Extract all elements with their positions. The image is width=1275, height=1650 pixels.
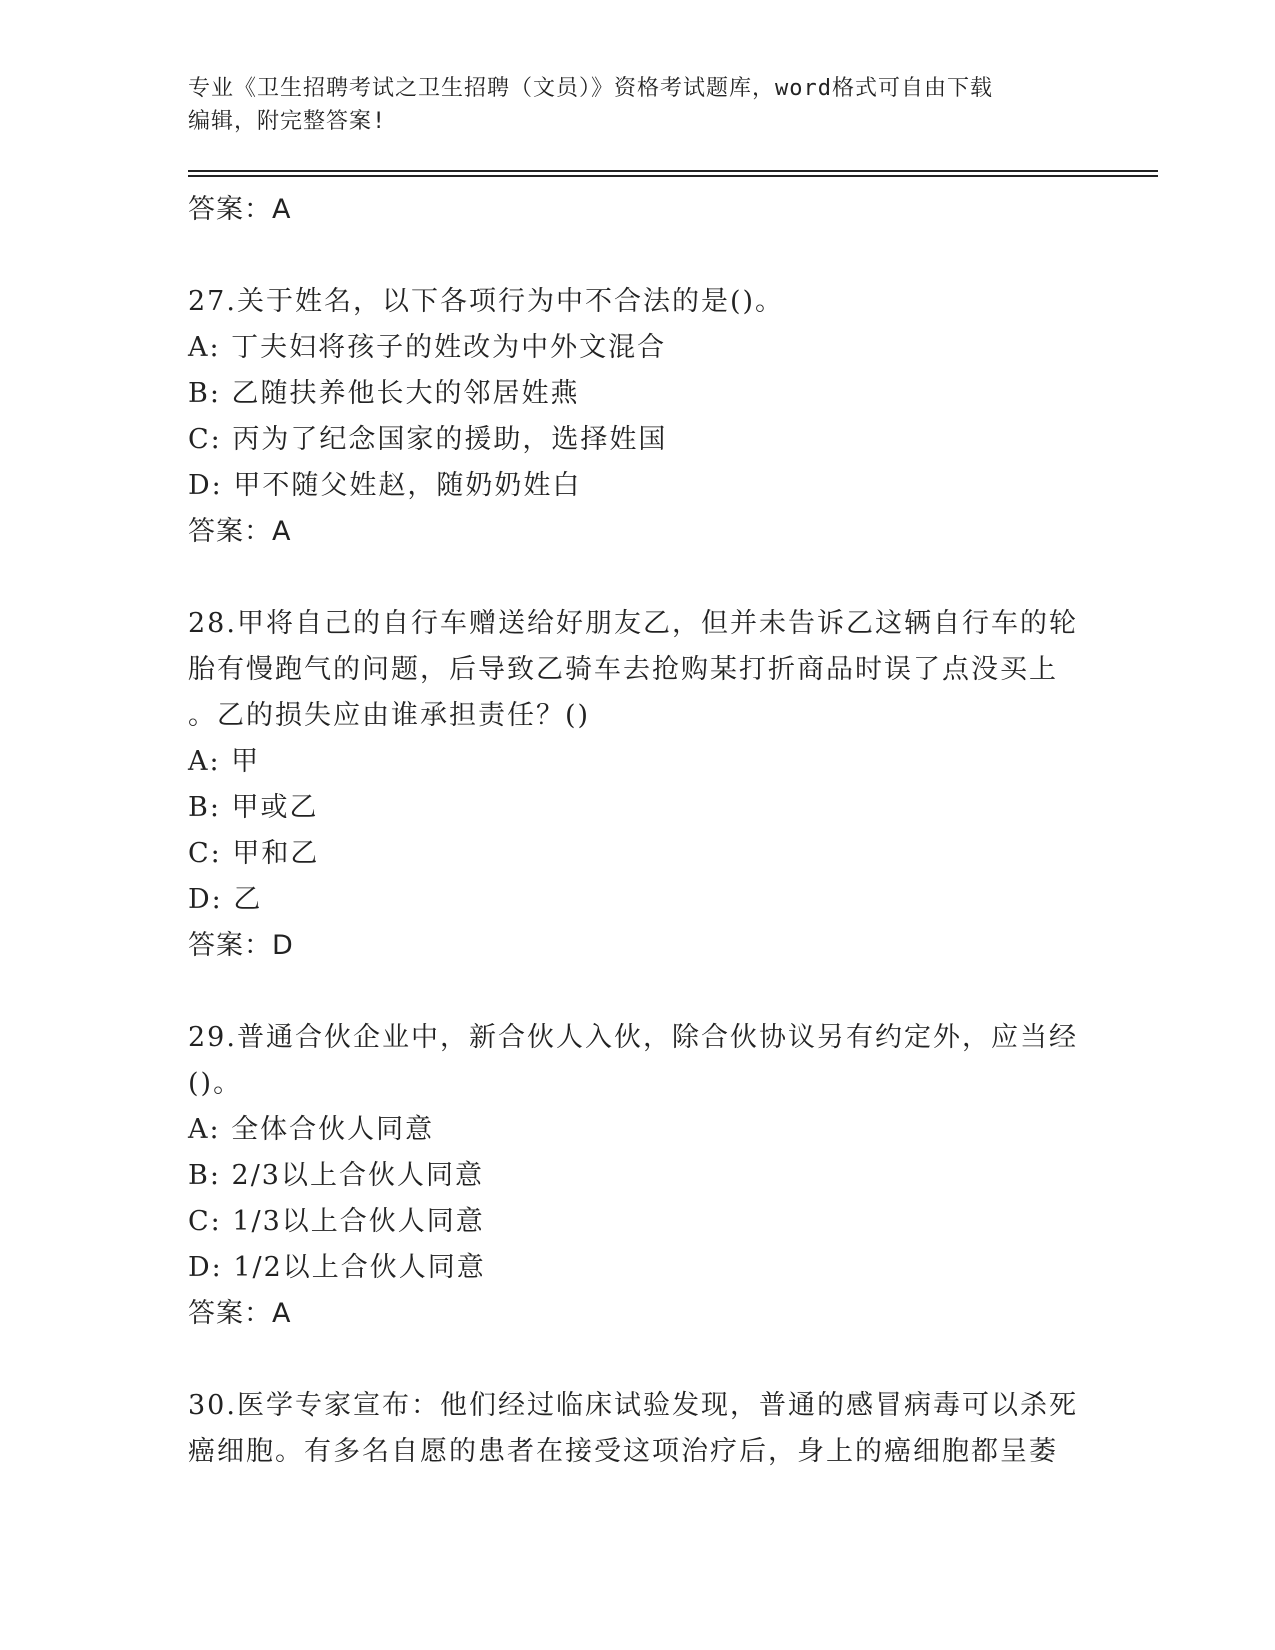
question-29 [188,1015,1088,1337]
option-a: A: 丁夫妇将孩子的姓改为中外文混合 [188,332,667,363]
question-text: 28.甲将自己的自行车赠送给好朋友乙，但并未告诉乙这辆自行车的轮 [188,608,1078,639]
option-c: C: 丙为了纪念国家的援助，选择姓国 [188,424,668,455]
question-text: 癌细胞。有多名自愿的患者在接受这项治疗后，身上的癌细胞都呈萎 [188,1436,1058,1467]
option-b: B: 2/3以上合伙人同意 [188,1160,484,1191]
option-b: B: 甲或乙 [188,792,319,823]
option-c: C: 1/3以上合伙人同意 [188,1206,485,1237]
answer-line: 答案：A [188,1298,292,1329]
question-28 [188,601,1088,969]
option-a: A: 甲 [188,746,261,777]
option-d: D: 甲不随父姓赵，随奶奶姓白 [188,470,582,501]
question-text: 27.关于姓名，以下各项行为中不合法的是()。 [188,286,785,317]
question-text: 29.普通合伙企业中，新合伙人入伙，除合伙协议另有约定外，应当经 [188,1022,1078,1053]
option-d: D: 1/2以上合伙人同意 [188,1252,486,1283]
question-text: 。乙的损失应由谁承担责任？() [188,700,591,731]
document-header [188,72,1078,138]
question-list [188,187,1088,1475]
option-d: D: 乙 [188,884,263,915]
question-27 [188,279,1088,555]
answer-line: 答案：A [188,516,292,547]
option-b: B: 乙随扶养他长大的邻居姓燕 [188,378,580,409]
option-c: C: 甲和乙 [188,838,320,869]
question-text: ()。 [188,1068,243,1099]
option-a: A: 全体合伙人同意 [188,1114,435,1145]
answer-line: 答案：D [188,930,294,961]
header-rule-bottom [188,175,1158,177]
question-30 [188,1383,1088,1475]
answer-line: 答案：A [188,194,292,225]
header-line-1: 专业《卫生招聘考试之卫生招聘（文员）》资格考试题库，word格式可自由下载 [188,76,993,101]
question-text: 胎有慢跑气的问题，后导致乙骑车去抢购某打折商品时误了点没买上 [188,654,1058,685]
question-text: 30.医学专家宣布：他们经过临床试验发现，普通的感冒病毒可以杀死 [188,1390,1078,1421]
header-rule-top [188,170,1158,172]
header-line-2: 编辑，附完整答案! [188,109,387,134]
